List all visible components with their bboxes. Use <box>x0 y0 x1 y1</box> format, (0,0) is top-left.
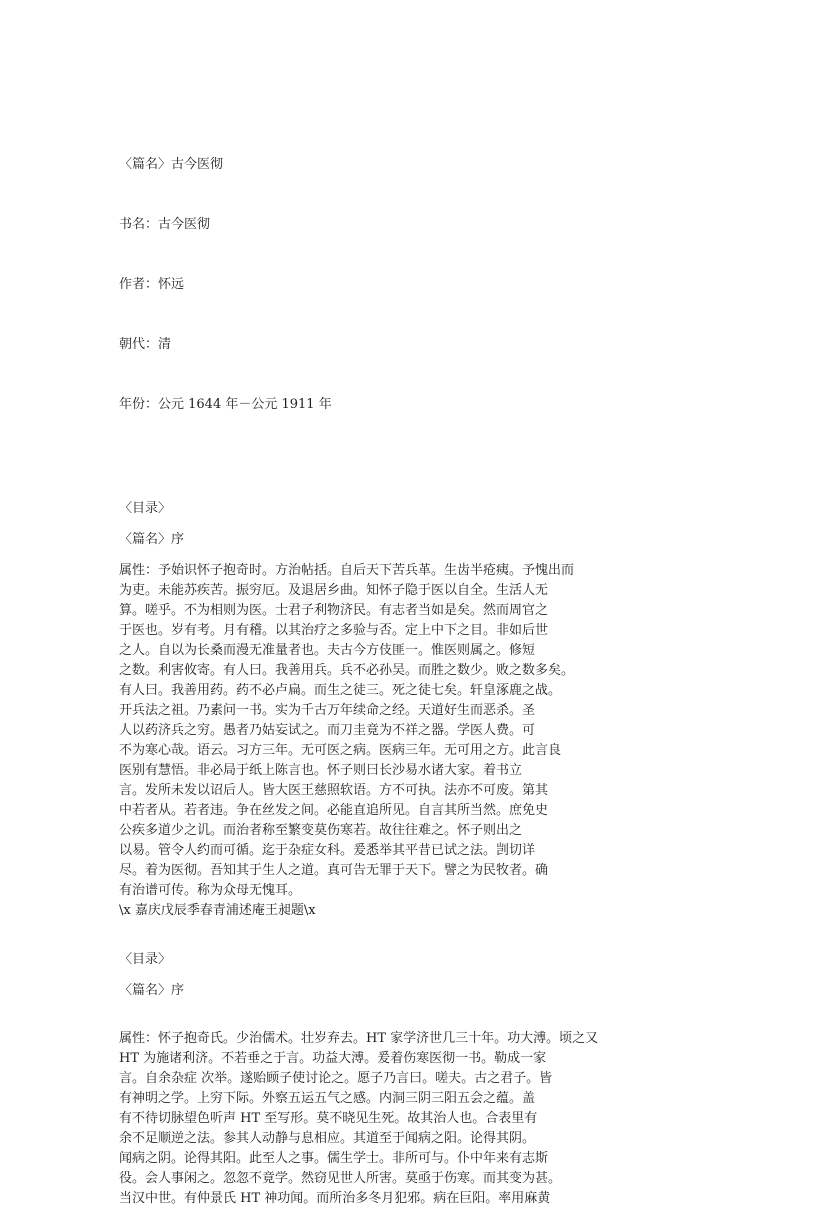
text-line: 役。会人事闲之。忽忽不竟学。然窃见世人所害。莫亟于伤寒。而其变为甚。 <box>119 1171 562 1186</box>
text-line: 之人。自以为长桑而漫无准量者也。夫古今方伎匪一。惟医则属之。修短 <box>119 643 536 658</box>
text-line: 人以药济兵之穷。愚者乃姑妄试之。而刀圭竟为不祥之器。学医人费。可 <box>119 723 536 738</box>
text-line: 属性：予始识怀子抱奇时。方治帖括。自后天下苦兵革。生齿半疮痍。予愧出而 <box>119 563 575 578</box>
text-line: 言。发所未发以诏后人。皆大医王慈照软语。方不可执。法亦不可废。第其 <box>119 783 549 798</box>
chapter-title: 〈篇名〉古今医彻 <box>119 157 224 172</box>
header-block <box>119 115 816 455</box>
text-line: HT 为施诸利济。不若垂之于言。功益大溥。爰着伤寒医彻一书。勒成一家 <box>119 1051 547 1066</box>
toc-label-2: 〈目录〉 <box>119 952 172 967</box>
text-line: 有神明之学。上穷下际。外察五运五气之感。内洞三阴三阳五会之蕴。盖 <box>119 1091 536 1106</box>
text-line: 医别有慧悟。非必局于纸上陈言也。怀子则曰长沙易水诸大家。着书立 <box>119 763 523 778</box>
text-line: \x 嘉庆戊辰季春青浦述庵王昶题\x <box>119 903 316 918</box>
text-line: 余不足顺逆之法。参其人动静与息相应。其道至于闻病之阳。论得其阴。 <box>119 1131 536 1146</box>
section-body-2 <box>119 1029 816 1209</box>
text-line: 不为寒心哉。语云。习方三年。无可医之病。医病三年。无可用之方。此言良 <box>119 743 562 758</box>
text-line: 以易。管令人约而可循。迄于杂症女科。爰悉举其平昔已试之法。剀切详 <box>119 843 536 858</box>
text-line: 公疾多道少之讥。而治者称至繁变莫伤寒若。故往往难之。怀子则出之 <box>119 823 523 838</box>
text-line: 为吏。未能苏疾苦。振穷厄。及退居乡曲。知怀子隐于医以自全。生活人无 <box>119 583 549 598</box>
text-line: 于医也。岁有考。月有稽。以其治疗之多验与否。定上中下之目。非如后世 <box>119 623 549 638</box>
text-line: 算。嗟乎。不为相则为医。士君子利物济民。有志者当如是矣。然而周官之 <box>119 603 549 618</box>
dynasty: 朝代：清 <box>119 337 172 352</box>
section-body-1 <box>119 561 816 921</box>
text-line: 尽。着为医彻。吾知其于生人之道。真可告无罪于天下。譬之为民牧者。确 <box>119 863 549 878</box>
years: 年份：公元 1644 年－公元 1911 年 <box>119 397 332 412</box>
text-line: 言。自余杂症 次举。遂贻顾子使讨论之。愿子乃言曰。嗟夫。古之君子。皆 <box>119 1071 553 1086</box>
text-line: 当汉中世。有仲景氏 HT 神功闻。而所治多冬月犯邪。病在巨阳。率用麻黄 <box>119 1191 551 1206</box>
section-title-2: 〈篇名〉序 <box>119 983 185 998</box>
text-line: 有不待切脉望色听声 HT 至写形。莫不晓见生死。故其治人也。合表里有 <box>119 1111 538 1126</box>
author: 作者：怀远 <box>119 277 185 292</box>
book-name: 书名：古今医彻 <box>119 217 211 232</box>
toc-label-1: 〈目录〉 <box>119 501 172 516</box>
text-line: 闻病之阴。论得其阳。此至人之事。儒生学士。非所可与。仆中年来有志斯 <box>119 1151 549 1166</box>
text-line: 有治谱可传。称为众母无愧耳。 <box>119 883 302 898</box>
text-line: 有人曰。我善用药。药不必卢扁。而生之徒三。死之徒七矣。轩皇涿鹿之战。 <box>119 683 562 698</box>
text-line: 属性：怀子抱奇氏。少治儒术。壮岁弃去。HT 家学济世几三十年。功大溥。顷之又 <box>119 1031 599 1046</box>
text-line: 之数。利害攸寄。有人曰。我善用兵。兵不必孙吴。而胜之数少。败之数多矣。 <box>119 663 575 678</box>
text-line: 中若者从。若者违。争在丝发之间。必能直追所见。自言其所当然。庶免史 <box>119 803 549 818</box>
text-line: 开兵法之祖。乃素问一书。实为千古万年续命之经。天道好生而恶杀。圣 <box>119 703 536 718</box>
section-title-1: 〈篇名〉序 <box>119 532 185 547</box>
